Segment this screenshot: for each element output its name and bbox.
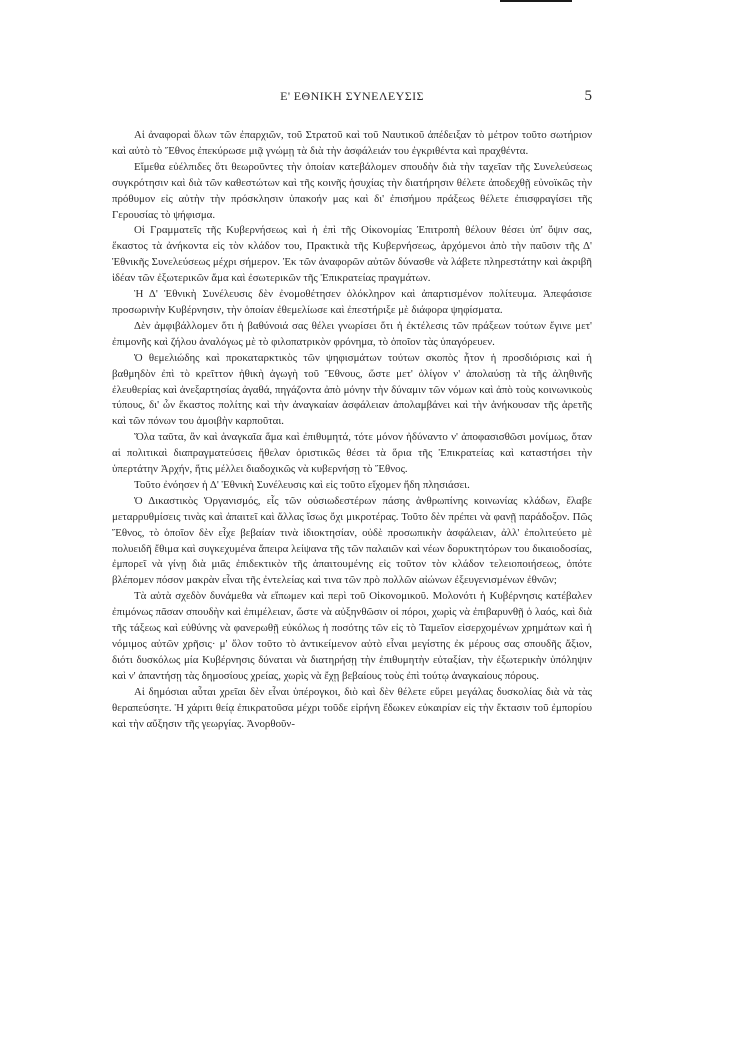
paragraph: Ὁ θεμελιώδης καὶ προκαταρκτικὸς τῶν ψηφισμάτων τούτων σκοπὸς ἦτον ἡ προσδιόρισις καὶ ἡ βαθμηδὸν ἐπὶ τὸ κρεῖττον ἠθικὴ ἀγωγὴ τοῦ Ἔθνους, ὥστε μετ' ὀλίγον ν' ἀπολαύσῃ τὰ τῆς ἀληθινῆς ἐλευθερίας καὶ ἀνεξαρτησίας ἀγαθά, πηγάζοντα ἀπὸ μόνην τὴν δύναμιν τῶν νόμων καὶ ἀπὸ τοὺς κοινωνικοὺς τύπους, δι' ὧν ἕκαστος πολίτης καὶ τὴν ἀναγκαίαν ἀσφάλειαν ἀπολαμβάνει καὶ τὴν ἀνήκουσαν τῆς ἀρετῆς καὶ τῶν πόνων του ἀμοιβὴν καρποῦται. (112, 351, 592, 428)
paragraph: Ὅλα ταῦτα, ἂν καὶ ἀναγκαῖα ἅμα καὶ ἐπιθυμητά, τότε μόνον ἠδύναντο ν' ἀποφασισθῶσι μονίμως, ὅταν αἱ πολιτικαὶ διαπραγματεύσεις ἤθελαν ὁριστικῶς θέσει τὰ ὅρια τῆς Ἐπικρατείας καὶ καταστήσει τὴν ὑπερτάτην Ἀρχήν, ἥτις μέλλει διαδοχικῶς νὰ κυβερνήσῃ τὸ Ἔθνος. (112, 431, 592, 476)
paragraph: Τοῦτο ἐνόησεν ἡ Δ' Ἐθνικὴ Συνέλευσις καὶ εἰς τοῦτο εἴχομεν ἤδη πλησιάσει. (134, 478, 470, 491)
paragraph: Τὰ αὐτὰ σχεδὸν δυνάμεθα νὰ εἴπωμεν καὶ περὶ τοῦ Οἰκονομικοῦ. Μολονότι ἡ Κυβέρνησις κατέβαλεν ἐπιμόνως πᾶσαν σπουδὴν καὶ ἐπιμέλειαν, ὥστε νὰ αὐξηνθῶσιν οἱ πόροι, χωρὶς νὰ ἐπιβαρυνθῇ ὁ λαός, καὶ διὰ τῆς τάξεως καὶ εὐθύνης νὰ φανερωθῇ εὐκόλως ἡ ποσότης τῶν εἰς τὸ Ταμεῖον εἰσερχομένων χρημάτων καὶ ἡ νόμιμος αὐτῶν χρῆσις· μ' ὅλον τοῦτο τὸ ἀντικείμενον αὐτὸ εἶναι μεγίστης ἐκ μέρους σας σπουδῆς ἄξιον, διότι δυσκόλως μία Κυβέρνησις δύναται νὰ διατηρήσῃ τὴν ἐπιθυμητὴν εὐταξίαν, τὴν ἐξωτερικὴν ὑπόληψιν καὶ ν' ἀπαντήσῃ τὰς δημοσίους χρείας, χωρὶς νὰ ἔχῃ βεβαίους τοὺς ἐπὶ τούτῳ ἀναγκαίους πόρους. (112, 590, 592, 682)
body-text (112, 128, 592, 732)
page-number: 5 (584, 88, 592, 104)
paragraph: Ἡ Δ' Ἐθνικὴ Συνέλευσις δὲν ἐνομοθέτησεν ὁλόκληρον καὶ ἀπαρτισμένον πολίτευμα. Ἀπεφάσισε προσωρινὴν Κυβέρνησιν, τὴν ὁποίαν ἐθεμελίωσε καὶ ἐπεστήριξε μὲ διάφορα ψηφίσματα. (112, 288, 592, 316)
paragraph: Εἴμεθα εὐέλπιδες ὅτι θεωροῦντες τὴν ὁποίαν κατεβάλομεν σπουδὴν διὰ τὴν ταχεῖαν τῆς Συνελεύσεως συγκρότησιν καὶ διὰ τῶν καθεστώτων καὶ τῆς κοινῆς ἡσυχίας τὴν διατήρησιν θέλετε ἀποδεχθῇ εὐνοϊκῶς τὴν πρόθυμον εἰς αὐτὴν τὴν πρόσκλησιν ὑπακοήν μας καὶ δι' ἐπισήμου πράξεως θέλετε ἐπισφραγίσει τῆς Γερουσίας τὸ ψήφισμα. (112, 160, 592, 221)
paragraph: Δὲν ἀμφιβάλλομεν ὅτι ἡ βαθύνοιά σας θέλει γνωρίσει ὅτι ἡ ἐκτέλεσις τῶν πράξεων τούτων ἔγινε μετ' ἐπιμονῆς καὶ ζήλου ἀναλόγως μὲ τὸ φιλοπατρικὸν φρόνημα, τὸ ὁποῖον τὰς ὑπαγόρευεν. (112, 319, 592, 348)
running-header (112, 86, 592, 106)
header-title: Ε' ΕΘΝΙΚΗ ΣΥΝΕΛΕΥΣΙΣ (280, 89, 424, 103)
scan-edge-mark (500, 0, 572, 2)
paragraph: Αἱ ἀναφοραὶ ὅλων τῶν ἐπαρχιῶν, τοῦ Στρατοῦ καὶ τοῦ Ναυτικοῦ ἀπέδειξαν τὸ μέτρον τοῦτο σωτήριον καὶ αὐτὸ τὸ Ἔθνος ἐπεκύρωσε μιᾷ γνώμῃ τὰ διὰ τὴν ἀσφάλειάν του ἐγκριθέντα καὶ πραχθέντα. (112, 129, 592, 157)
paragraph: Αἱ δημόσιαι αὗται χρεῖαι δὲν εἶναι ὑπέρογκοι, διὸ καὶ δὲν θέλετε εὕρει μεγάλας δυσκολίας διὰ νὰ τὰς θεραπεύσητε. Ἡ χάριτι θείᾳ ἐπικρατοῦσα μέχρι τοῦδε εἰρήνη ἔδωκεν εὐκαιρίαν εἰς τὴν ἔκτασιν τοῦ ἐμπορίου καὶ τὴν αὔξησιν τῆς γεωργίας. Ἀνορθοῦν- (112, 685, 592, 730)
paragraph: Οἱ Γραμματεῖς τῆς Κυβερνήσεως καὶ ἡ ἐπὶ τῆς Οἰκονομίας Ἐπιτροπὴ θέλουν θέσει ὑπ' ὄψιν σας, ἕκαστος τὰ ἀνήκοντα εἰς τὸν κλάδον του, Πρακτικὰ τῆς Κυβερνήσεως, ἀρχόμενοι ἀπὸ τὴν παῦσιν τῆς Δ' Ἐθνικῆς Συνελεύσεως μέχρι σήμερον. Ἐκ τῶν ἀναφορῶν αὐτῶν δύνασθε νὰ λάβετε πληρεστάτην καὶ ἀκριβῆ ἰδέαν τῶν ἐξωτερικῶν ἅμα καὶ ἐσωτερικῶν τῆς Ἐπικρατείας πραγμάτων. (112, 224, 592, 285)
paragraph: Ὁ Δικαστικὸς Ὀργανισμός, εἷς τῶν οὐσιωδεστέρων πάσης ἀνθρωπίνης κοινωνίας κλάδων, ἔλαβε μεταρρυθμίσεις τινὰς καὶ ἀπαιτεῖ καὶ ἄλλας ἴσως ὄχι μικροτέρας. Τοῦτο δὲν πρέπει νὰ φανῇ παράδοξον. Πῶς Ἔθνος, τὸ ὁποῖον δὲν εἶχε βεβαίαν τινὰ ἰδιοκτησίαν, οὐδὲ προσωπικὴν ἀσφάλειαν, ἀλλ' ἐπολιτεύετο μὲ πολυειδῆ ἔθιμα καὶ συγκεχυμένα ἄπειρα λείψανα τῆς τῶν παλαιῶν καὶ νέων δορυκτητόρων του δικαιοδοσίας, ἐμπορεῖ νὰ γίνῃ διὰ μιᾶς ἐπιδεκτικὸν τῆς ἀπαιτουμένης εἰς τοῦτον τὸν κλάδον τελειοποιήσεως, ὁπότε βλέπομεν πόσον μακρὰν εἶναι τῆς ἐντελείας καὶ τινα τῶν πρὸ πολλῶν αἰώνων ἐξευγενισμένων ἐθνῶν; (112, 494, 592, 587)
